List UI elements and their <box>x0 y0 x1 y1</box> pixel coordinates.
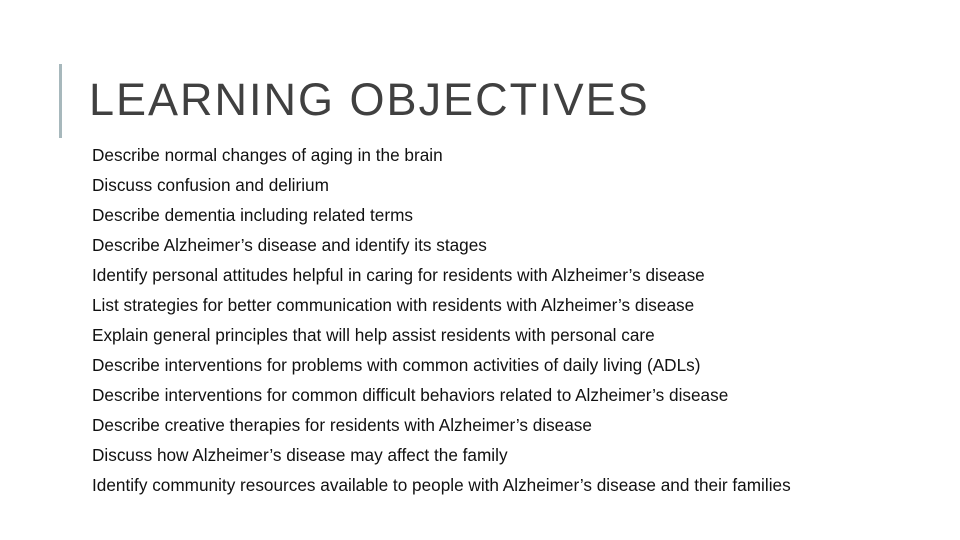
objective-item: Describe dementia including related terms <box>92 205 413 225</box>
objective-item: Discuss confusion and delirium <box>92 175 329 195</box>
objective-item: Describe interventions for problems with common activities of daily living (ADLs) <box>92 355 701 375</box>
title-accent-bar <box>59 64 62 138</box>
objective-item: Discuss how Alzheimer’s disease may affect the family <box>92 445 508 465</box>
objectives-list <box>92 143 812 494</box>
objective-item: Identify personal attitudes helpful in caring for residents with Alzheimer’s disease <box>92 265 705 285</box>
objective-item: Describe creative therapies for residents with Alzheimer’s disease <box>92 415 592 435</box>
slide-title: LEARNING OBJECTIVES <box>89 74 650 125</box>
objective-item: Describe interventions for common difficult behaviors related to Alzheimer’s disease <box>92 385 729 405</box>
objective-item: Describe Alzheimer’s disease and identify its stages <box>92 235 487 255</box>
objective-item: Describe normal changes of aging in the brain <box>92 145 443 165</box>
objective-item: List strategies for better communication with residents with Alzheimer’s disease <box>92 295 695 315</box>
objective-item: Explain general principles that will help assist residents with personal care <box>92 325 655 345</box>
objective-item: Identify community resources available to people with Alzheimer’s disease and their families <box>92 475 791 495</box>
